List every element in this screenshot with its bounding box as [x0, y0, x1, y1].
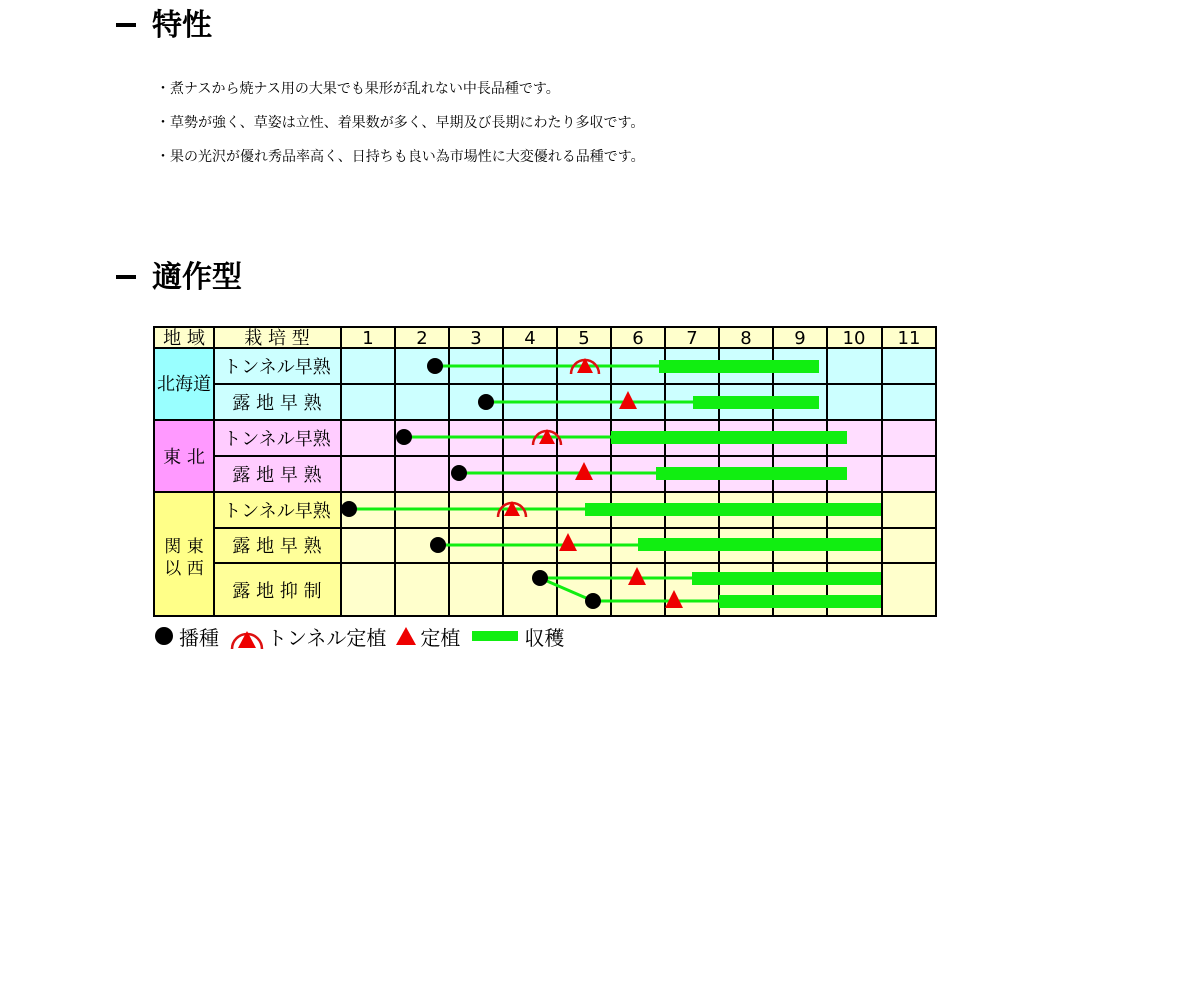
month-label: 11 — [897, 328, 921, 349]
schedule-svg — [153, 326, 937, 617]
month-label: 1 — [362, 328, 374, 349]
legend-harvest — [472, 622, 564, 651]
type-label: トンネル早熟 — [223, 429, 331, 450]
month-label: 5 — [578, 328, 590, 349]
section-title-cropping — [116, 260, 242, 296]
feature-item: ・煮ナスから焼ナス用の大果でも果形が乱れない中長品種です。 — [156, 81, 560, 97]
region-label-kanto: 関 東 — [164, 537, 204, 557]
month-label: 7 — [686, 328, 698, 349]
type-label: トンネル早熟 — [223, 357, 331, 378]
harvest-bar-icon — [472, 629, 520, 643]
cropping-schedule-chart — [153, 326, 937, 617]
sowing-dot — [478, 394, 494, 410]
month-label: 3 — [470, 328, 482, 349]
sowing-dot — [396, 429, 412, 445]
header-type: 栽 培 型 — [244, 328, 310, 349]
legend-harvest-label: 収穫 — [524, 625, 565, 650]
legend-sowing — [153, 622, 219, 651]
region-label-tohoku: 東 北 — [163, 447, 205, 468]
header-region: 地 域 — [163, 328, 205, 349]
month-label: 6 — [632, 328, 644, 349]
type-label: 露 地 早 熟 — [232, 465, 322, 486]
month-label: 10 — [842, 328, 866, 349]
feature-item: ・草勢が強く、草姿は立性、着果数が多く、早期及び長期にわたり多収です。 — [156, 115, 645, 131]
tunnel-planting-icon — [227, 621, 267, 651]
feature-item: ・果の光沢が優れ秀品率高く、日持ちも良い為市場性に大変優れる品種です。 — [156, 149, 645, 165]
sowing-dot — [532, 570, 548, 586]
legend-tunnel-planting-label: トンネル定植 — [267, 625, 387, 650]
month-label: 2 — [416, 328, 428, 349]
planting-triangle-icon — [394, 625, 418, 647]
type-label: 露 地 早 熟 — [232, 536, 322, 557]
legend-planting — [394, 622, 460, 651]
type-label: 露 地 抑 制 — [232, 581, 322, 602]
dash-icon — [116, 23, 136, 27]
section-title-features — [116, 8, 212, 44]
legend-planting-label: 定植 — [420, 625, 461, 650]
type-label: トンネル早熟 — [223, 501, 331, 522]
sowing-dot — [430, 537, 446, 553]
region-label-hokkaido: 北海道 — [157, 374, 211, 395]
sowing-dot — [341, 501, 357, 517]
sowing-dot — [427, 358, 443, 374]
sowing-dot — [585, 593, 601, 609]
features-title-text: 特性 — [152, 8, 212, 43]
month-label: 8 — [740, 328, 752, 349]
region-label-kanto-2: 以 西 — [164, 559, 204, 579]
cropping-title-text: 適作型 — [152, 260, 242, 295]
month-label: 4 — [524, 328, 536, 349]
sowing-dot-icon — [153, 625, 175, 647]
legend-tunnel-planting — [227, 621, 386, 651]
features-list — [156, 78, 645, 180]
dash-icon — [116, 275, 136, 279]
legend-sowing-label: 播種 — [179, 625, 219, 650]
type-label: 露 地 早 熟 — [232, 393, 322, 414]
chart-legend — [153, 620, 572, 652]
sowing-dot — [451, 465, 467, 481]
month-label: 9 — [794, 328, 806, 349]
